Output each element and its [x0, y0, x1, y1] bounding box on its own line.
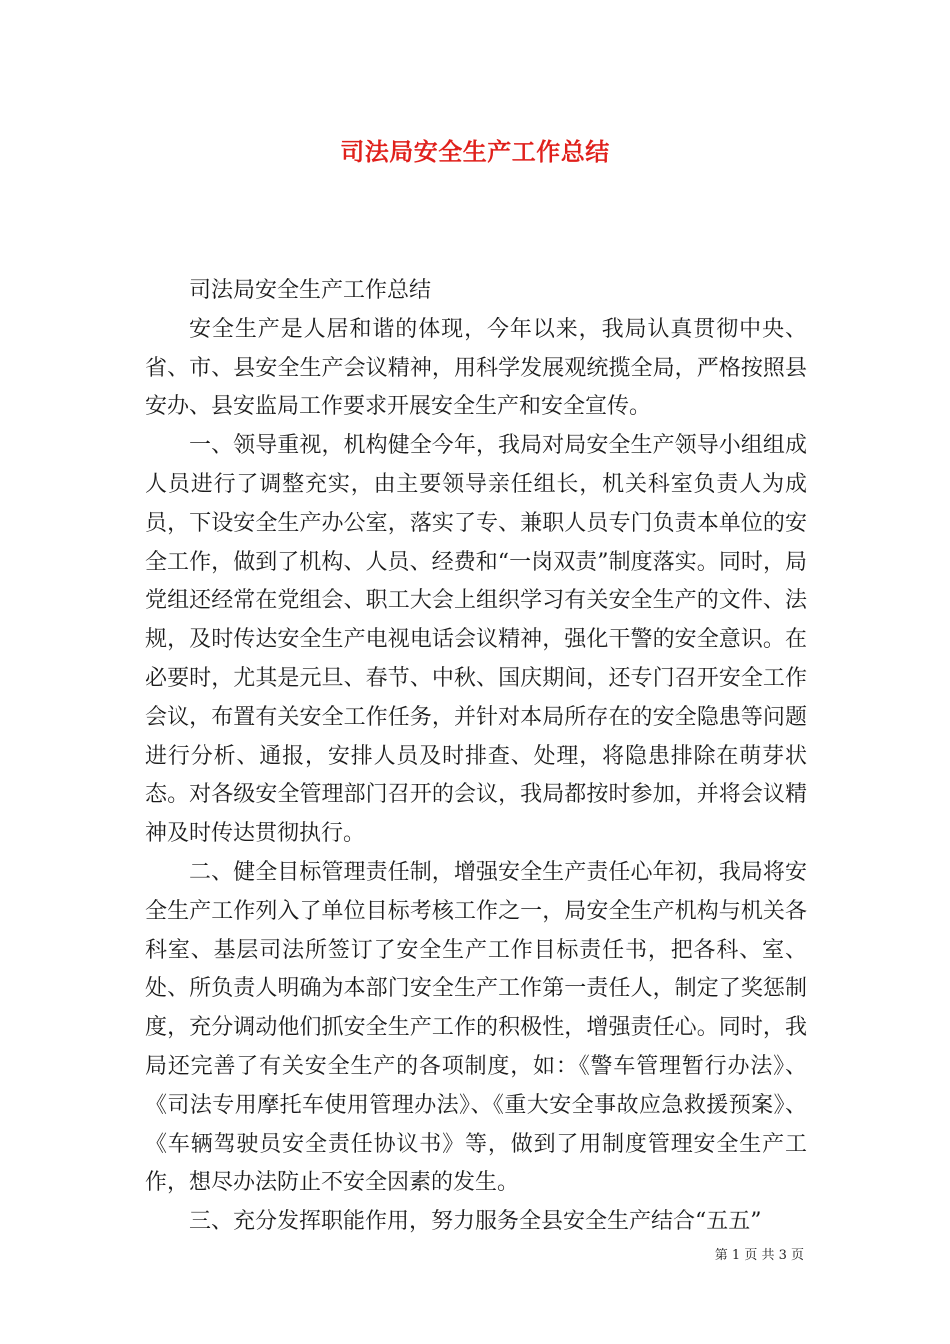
document-title: 司法局安全生产工作总结 — [340, 138, 610, 166]
body-paragraph: 二、健全目标管理责任制，增强安全生产责任心年初，我局将安全生产工作列入了单位目标考核工作之一，局安全生产机构与机关各科室、基层司法所签订了安全生产工作目标责任书，把各科、室、处、所负责人明确为本部门安全生产工作第一责任人，制定了奖惩制度，充分调动他们抓安全生产工作的积极性，增强责任心。同时，我局还完善了有关安全生产的各项制度，如：《警车管理暂行办法》、《司法专用摩托车使用管理办法》、《重大安全事故应急救援预案》、《车辆驾驶员安全责任协议书》等，做到了用制度管理安全生产工作，想尽办法防止不安全因素的发生。 — [145, 859, 807, 1196]
body-paragraph-heading: 司法局安全生产工作总结 — [189, 278, 432, 303]
body-paragraph: 三、充分发挥职能作用，努力服务全县安全生产结合“五五” — [189, 1209, 762, 1235]
body-paragraph: 一、领导重视，机构健全今年，我局对局安全生产领导小组组成人员进行了调整充实，由主要领导亲任组长，机关科室负责人为成员，下设安全生产办公室，落实了专、兼职人员专门负责本单位的安全工作，做到了机构、人员、经费和“一岗双责”制度落实。同时，局党组还经常在党组会、职工大会上组织学习有关安全生产的文件、法规，及时传达安全生产电视电话会议精神，强化干警的安全意识。在必要时，尤其是元旦、春节、中秋、国庆期间，还专门召开安全工作会议，布置有关安全工作任务，并针对本局所存在的安全隐患等问题进行分析、通报，安排人员及时排查、处理，将隐患排除在萌芽状态。对各级安全管理部门召开的会议，我局都按时参加，并将会议精神及时传达贯彻执行。 — [145, 433, 807, 847]
document-body — [145, 272, 807, 1242]
page-number-footer: 第 1 页 共 3 页 — [714, 1248, 804, 1263]
body-paragraph: 安全生产是人居和谐的体现，今年以来，我局认真贯彻中央、省、市、县安全生产会议精神，用科学发展观统揽全局，严格按照县安办、县安监局工作要求开展安全生产和安全宣传。 — [145, 316, 807, 420]
